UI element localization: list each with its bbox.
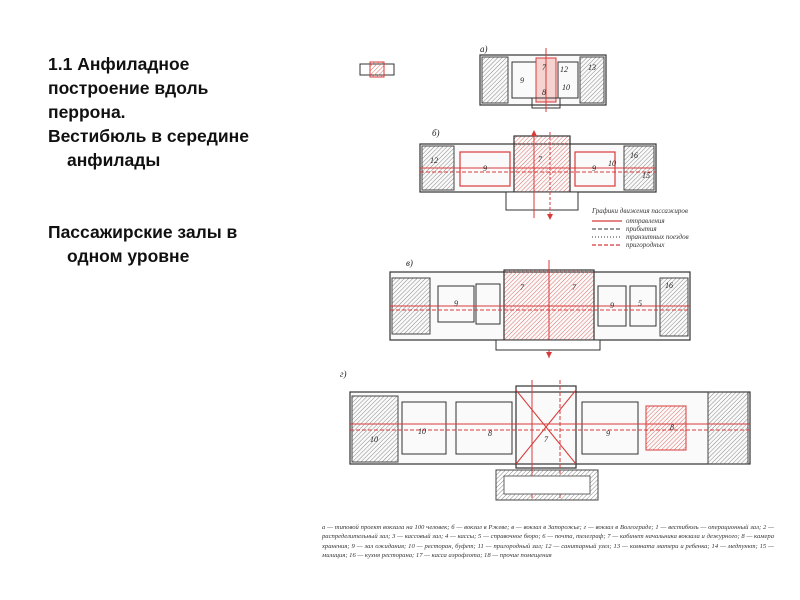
room-num: 10 [370, 435, 378, 444]
room-num: 8 [670, 423, 674, 432]
room-num: 7 [544, 435, 548, 444]
plan-a [480, 44, 606, 112]
title-line-1: 1.1 Анфиладное [48, 54, 190, 74]
legend-item: прибытия [626, 225, 657, 233]
room-num: 16 [630, 151, 638, 160]
room-num: 12 [430, 156, 438, 165]
title-line-3: перрона. [48, 102, 126, 122]
decoration [762, 584, 792, 594]
room-num: 12 [560, 65, 568, 74]
legend-title: Графики движения пассажиров [592, 207, 688, 215]
legend-item: отправления [626, 217, 665, 225]
title-line-5: анфилады [67, 150, 161, 170]
room-num: 13 [588, 63, 596, 72]
room-num: 9 [606, 429, 610, 438]
room-num: 7 [538, 155, 542, 164]
room-num: 10 [562, 83, 570, 92]
panel-label-g: г) [340, 369, 347, 379]
title-line-2: построение вдоль [48, 78, 209, 98]
room-num: 9 [454, 299, 458, 308]
room-num: 9 [592, 164, 596, 173]
legend-item: транзитных поездов [626, 233, 689, 241]
room-num: 10 [418, 427, 426, 436]
legend-item: пригородных [626, 241, 665, 249]
room-num: 9 [610, 301, 614, 310]
panel-label-a: а) [480, 44, 488, 54]
plan-g [340, 369, 750, 500]
slide-text [48, 52, 328, 268]
room-num: 9 [520, 76, 524, 85]
floor-plans-figure [320, 40, 780, 520]
room-num: 16 [665, 281, 673, 290]
room-num: 8 [488, 429, 492, 438]
room-num: 7 [520, 283, 524, 292]
plan-v [390, 258, 690, 358]
legend [591, 207, 689, 249]
figure-caption: а — типовой проект вокзала на 100 человек; б — вокзал в Ржеве; в — вокзал в Запорожье; г — вокзал в Волгограде; 1 — вестибюль — операционный зал; 2 — распределительный зал; 3 — кассовый зал; 4 — кассы; 5 — справочное бюро; 6 — почта, телеграф; 7 — кабинет начальника вокзала и дежурного; 8 — камера хранения; 9 — зал ожидания; 10 — ресторан, буфет; 11 — пригородный зал; 12 — санитарный узел; 13 — комната матери и ребенка; 14 — медпункт; 15 — милиция; 16 — кухня ресторана; 17 — касса аэрофлота; 18 — прочие помещения [322, 524, 774, 559]
panel-label-b: б) [432, 128, 440, 138]
title-line-4: Вестибюль в середине [48, 126, 249, 146]
room-num: 8 [542, 88, 546, 97]
subtitle-line-1: Пассажирские залы в [48, 222, 238, 242]
room-num: 9 [483, 164, 487, 173]
key-symbol [360, 62, 394, 77]
room-num: 7 [572, 283, 576, 292]
room-num: 15 [642, 171, 650, 180]
subtitle-line-2: одном уровне [67, 246, 190, 266]
room-num: 7 [542, 63, 546, 72]
panel-label-v: в) [406, 258, 413, 268]
room-num: 10 [608, 159, 616, 168]
room-num: 5 [638, 299, 642, 308]
